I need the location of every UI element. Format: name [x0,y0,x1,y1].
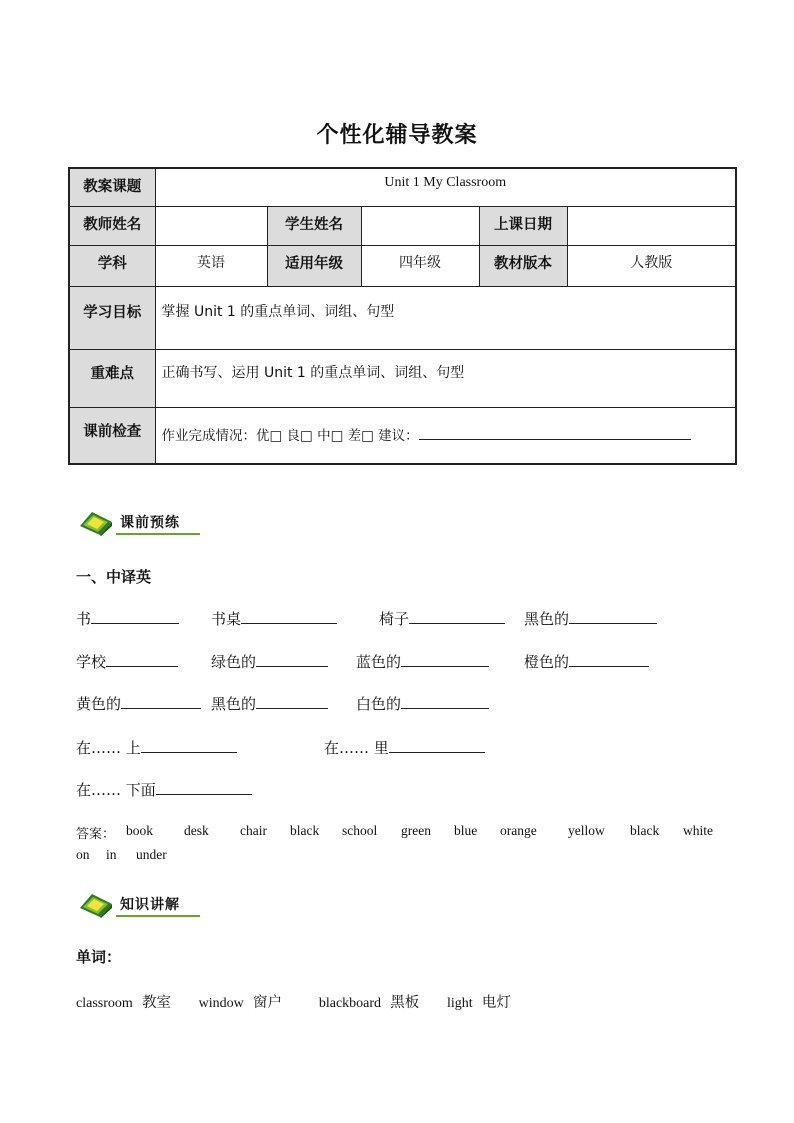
vocab-en: blackboard [318,996,382,1011]
answer-blank[interactable] [389,738,485,753]
prompt-chair: 椅子 [379,610,410,628]
section-banner-lecture [78,890,200,918]
prompt-yellow: 黄色的 [76,695,122,713]
subject-label: 学科 [69,246,155,287]
vocab-zh: 窗户 [252,995,282,1011]
answer-blank[interactable] [569,652,649,667]
prompt-green: 绿色的 [211,653,257,671]
answer-blank[interactable] [256,694,328,709]
prompt-white: 白色的 [356,695,402,713]
answer-blank[interactable] [409,609,505,624]
answer-line [76,823,736,841]
answer-word: green [401,823,431,838]
answer-word: yellow [568,823,605,838]
section-heading: 一、中译英 [76,568,152,586]
pencil-note-icon [78,508,114,536]
answer-word: black [630,823,660,838]
prompt-on: 在…… 上 [76,739,141,757]
edition-value: 人教版 [567,246,736,287]
prompt-in: 在…… 里 [324,739,389,757]
prompt-school: 学校 [76,653,107,671]
vocab-en: window [198,996,244,1011]
vocab-en: classroom [76,996,133,1011]
date-label: 上课日期 [479,207,567,246]
edition-label: 教材版本 [479,246,567,287]
answer-word: book [126,823,153,838]
pencil-note-icon [78,890,114,918]
answer-blank[interactable] [91,609,179,624]
topic-label: 教案课题 [69,168,155,207]
topic-value: Unit 1 My Classroom [155,168,736,207]
answer-blank[interactable] [401,694,489,709]
answer-blank[interactable] [156,780,252,795]
difficulty-label: 重难点 [69,350,155,408]
answer-blank[interactable] [241,609,337,624]
goal-label: 学习目标 [69,286,155,349]
page-title: 个性化辅导教案 [316,123,478,148]
prompt-book: 书 [76,610,92,628]
answer-word: orange [500,823,537,838]
vocab-zh: 教室 [141,995,171,1011]
vocab-line [76,991,511,1012]
answer-line-2 [76,847,276,865]
vocab-zh: 黑板 [390,995,420,1011]
prompt-under: 在…… 下面 [76,781,156,799]
vocab-heading: 单词： [76,948,122,966]
vocab-zh: 电灯 [481,995,511,1011]
check-value: 作业完成情况：优□ 良□ 中□ 差□ 建议： [161,428,419,445]
date-field[interactable] [567,207,736,246]
goal-value: 掌握 Unit 1 的重点单词、词组、句型 [155,286,736,349]
student-label: 学生姓名 [267,207,361,246]
answer-word: on [76,847,90,862]
banner-underline [116,915,200,917]
suggestion-blank[interactable] [419,425,691,440]
grade-label: 适用年级 [267,246,361,287]
prompt-black: 黑色的 [524,610,570,628]
check-label: 课前检查 [69,408,155,464]
prompt-orange: 橙色的 [524,653,570,671]
answer-word: desk [184,823,209,838]
answer-word: in [106,847,117,862]
teacher-field[interactable] [155,207,267,246]
lesson-info-table [68,167,737,465]
answer-blank[interactable] [256,652,328,667]
banner-label: 知识讲解 [120,897,180,913]
prompt-desk: 书桌 [211,610,242,628]
answer-word: white [683,823,713,838]
student-field[interactable] [361,207,479,246]
prompt-black: 黑色的 [211,695,257,713]
prompt-blue: 蓝色的 [356,653,402,671]
teacher-label: 教师姓名 [69,207,155,246]
answer-label: 答案： [76,827,116,842]
grade-value: 四年级 [361,246,479,287]
answer-blank[interactable] [569,609,657,624]
check-row [155,408,736,464]
answer-word: black [290,823,320,838]
difficulty-value: 正确书写、运用 Unit 1 的重点单词、词组、句型 [155,350,736,408]
section-banner-preview [78,508,200,536]
subject-value: 英语 [155,246,267,287]
answer-word: under [136,847,167,862]
vocab-en: light [446,996,473,1011]
answer-blank[interactable] [141,738,237,753]
answer-blank[interactable] [401,652,489,667]
answer-blank[interactable] [121,694,201,709]
answer-word: chair [240,823,267,838]
banner-underline [116,533,200,535]
answer-blank[interactable] [106,652,178,667]
answer-word: school [342,823,378,838]
banner-label: 课前预练 [120,515,180,531]
answer-word: blue [454,823,478,838]
